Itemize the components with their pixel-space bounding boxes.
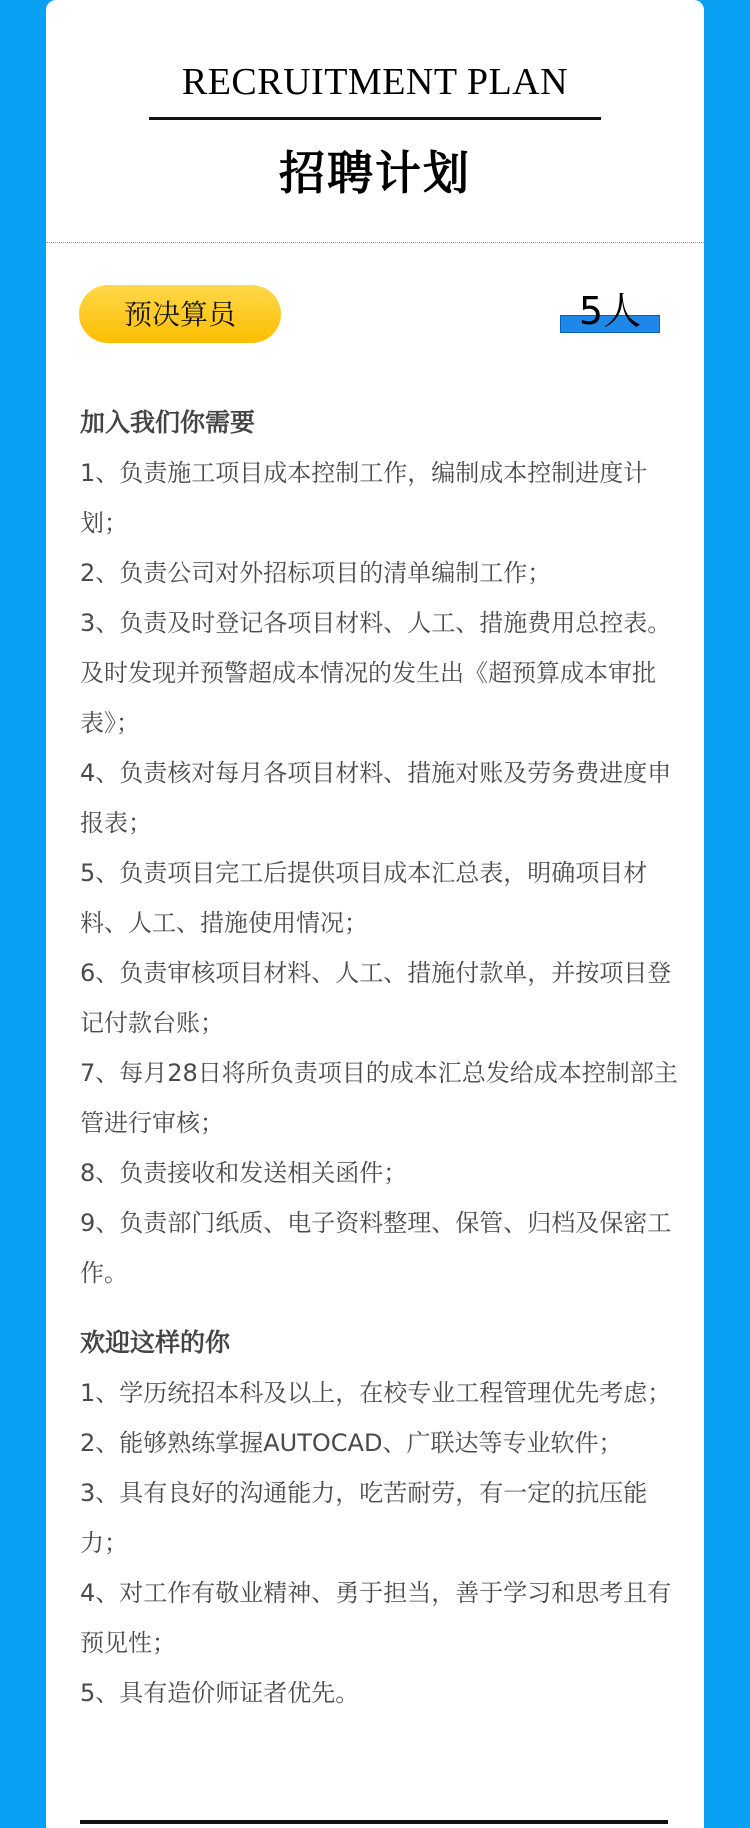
list-item: 6、负责审核项目材料、人工、措施付款单，并按项目登记付款台账； <box>80 959 672 1037</box>
list-item: 3、具有良好的沟通能力，吃苦耐劳，有一定的抗压能力； <box>80 1479 648 1557</box>
list-item: 9、负责部门纸质、电子资料整理、保管、归档及保密工作。 <box>80 1209 672 1287</box>
bottom-rule <box>80 1820 668 1824</box>
list-item: 2、能够熟练掌握AUTOCAD、广联达等专业软件； <box>80 1429 623 1457</box>
section-gap <box>80 1298 680 1318</box>
title-underline <box>149 117 601 120</box>
list-item: 3、负责及时登记各项目材料、人工、措施费用总控表。及时发现并预警超成本情况的发生出《超预算成本审批表》； <box>80 609 672 737</box>
list-item: 4、负责核对每月各项目材料、措施对账及劳务费进度申报表； <box>80 759 672 837</box>
qualifications-list <box>80 1368 680 1718</box>
job-description <box>80 398 680 1718</box>
list-item: 5、具有造价师证者优先。 <box>80 1679 360 1707</box>
title-english: RECRUITMENT PLAN <box>181 61 569 103</box>
title-chinese: 招聘计划 <box>279 146 471 200</box>
list-item: 1、负责施工项目成本控制工作，编制成本控制进度计划； <box>80 459 648 537</box>
position-name-badge: 预决算员 <box>79 285 281 343</box>
list-item: 7、每月28日将所负责项目的成本汇总发给成本控制部主管进行审核； <box>80 1059 678 1137</box>
headcount-text: 5人 <box>578 289 642 333</box>
qualifications-title: 欢迎这样的你 <box>80 1328 231 1357</box>
header-divider <box>46 242 704 243</box>
requirements-list <box>80 448 680 1298</box>
list-item: 1、学历统招本科及以上，在校专业工程管理优先考虑； <box>80 1379 672 1407</box>
list-item: 5、负责项目完工后提供项目成本汇总表，明确项目材料、人工、措施使用情况； <box>80 859 648 937</box>
list-item: 4、对工作有敬业精神、勇于担当，善于学习和思考且有预见性； <box>80 1579 672 1657</box>
card-header <box>46 0 704 242</box>
recruitment-card <box>46 0 704 1828</box>
requirements-title: 加入我们你需要 <box>80 408 256 437</box>
list-item: 8、负责接收和发送相关函件； <box>80 1159 408 1187</box>
headcount <box>560 285 660 341</box>
list-item: 2、负责公司对外招标项目的清单编制工作； <box>80 559 552 587</box>
